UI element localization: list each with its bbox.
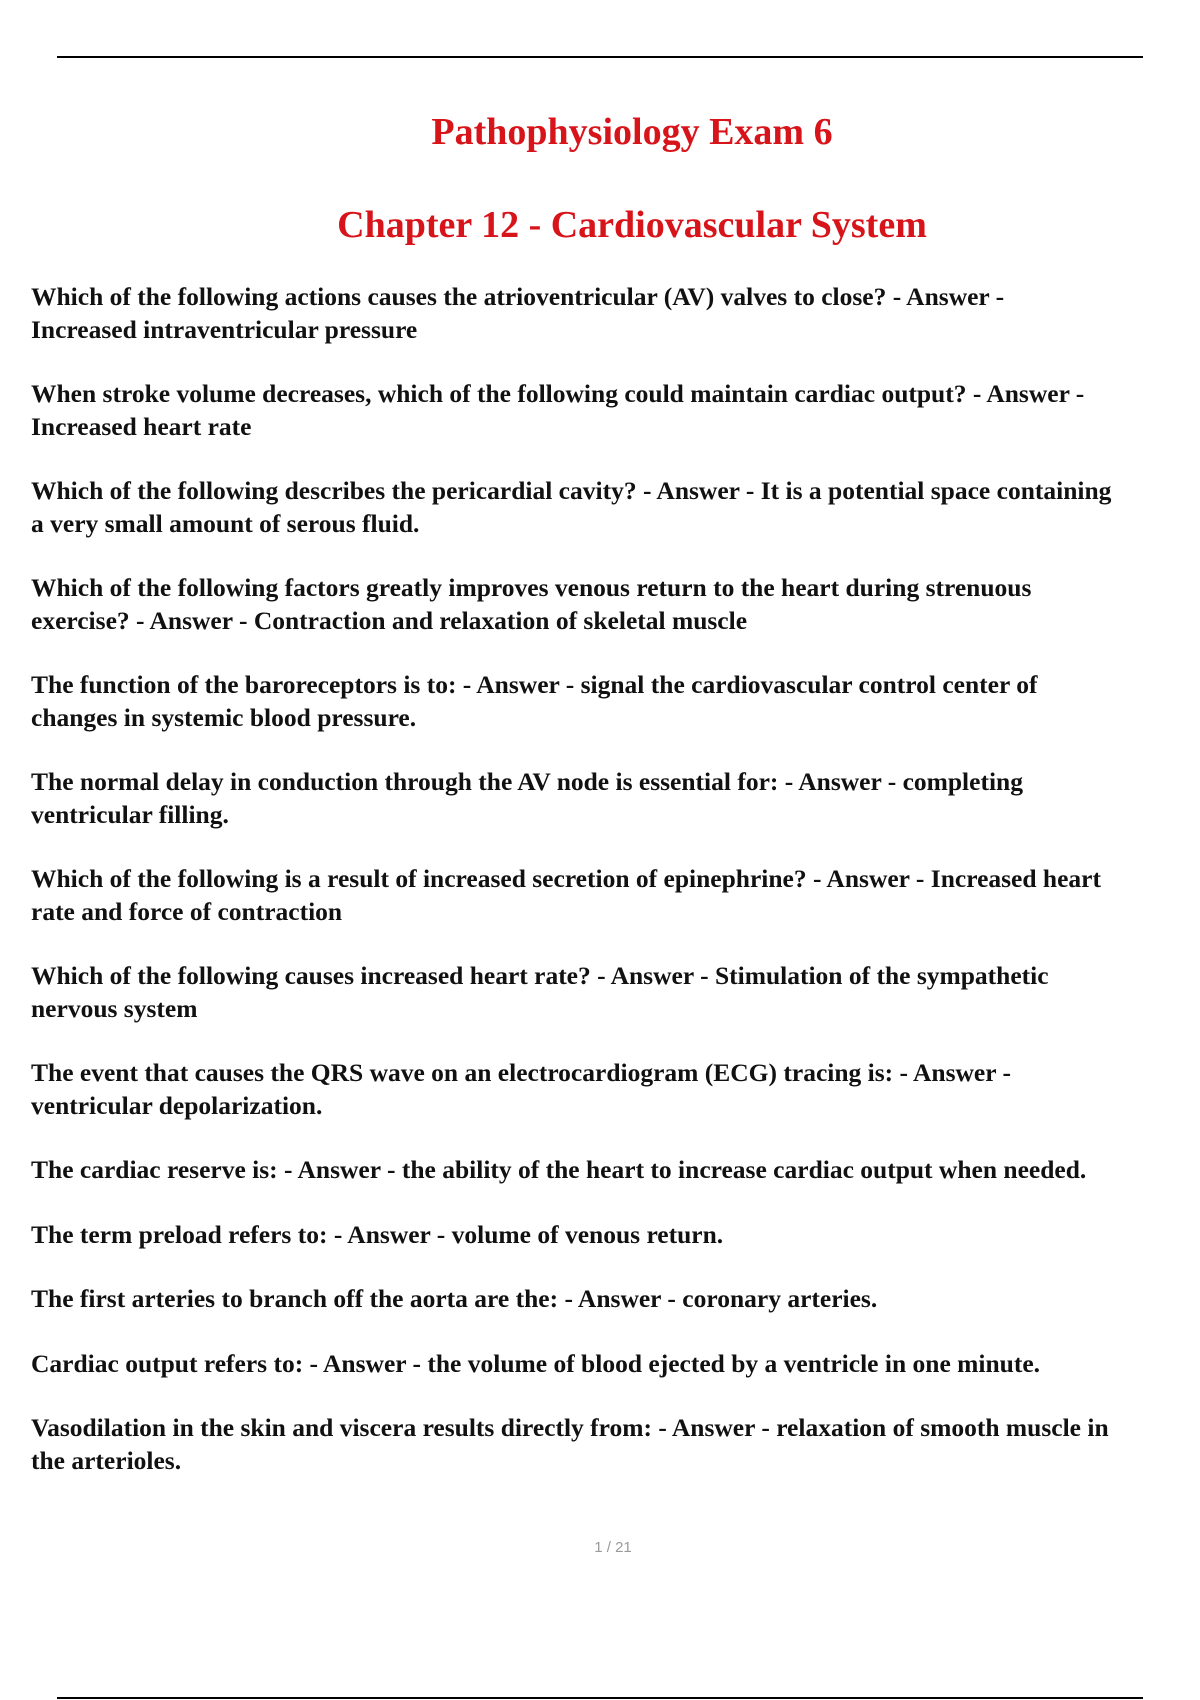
bottom-divider bbox=[57, 1697, 1143, 1699]
qa-item bbox=[31, 766, 1200, 831]
qa-line: ventricular depolarization. bbox=[31, 1090, 323, 1120]
qa-line: Which of the following is a result of increased secretion of epinephrine? - Answer - Increased heart bbox=[31, 864, 1101, 893]
qa-item bbox=[31, 1348, 1200, 1381]
qa-line: exercise? - Answer - Contraction and relaxation of skeletal muscle bbox=[31, 605, 748, 635]
qa-line: The term preload refers to: - Answer - volume of venous return. bbox=[31, 1219, 724, 1249]
qa-item bbox=[31, 1057, 1200, 1122]
qa-line: changes in systemic blood pressure. bbox=[31, 702, 417, 732]
top-divider bbox=[57, 56, 1143, 58]
qa-line: Increased intraventricular pressure bbox=[31, 314, 418, 344]
qa-item bbox=[31, 1283, 1200, 1316]
qa-item bbox=[31, 378, 1200, 443]
qa-item bbox=[31, 863, 1200, 928]
qa-line: The function of the baroreceptors is to: - Answer - signal the cardiovascular control center of bbox=[31, 670, 1038, 699]
qa-line: Vasodilation in the skin and viscera results directly from: - Answer - relaxation of smooth muscle in bbox=[31, 1413, 1109, 1442]
qa-line: The event that causes the QRS wave on an electrocardiogram (ECG) tracing is: - Answer - bbox=[31, 1058, 1011, 1087]
qa-line: Cardiac output refers to: - Answer - the volume of blood ejected by a ventricle in one minute. bbox=[31, 1348, 1041, 1378]
qa-line: Which of the following actions causes the atrioventricular (AV) valves to close? - Answer - bbox=[31, 282, 1005, 311]
chapter-heading: Chapter 12 - Cardiovascular System bbox=[337, 204, 927, 246]
qa-line: Which of the following describes the pericardial cavity? - Answer - It is a potential space containing bbox=[31, 476, 1112, 505]
qa-line: The first arteries to branch off the aorta are the: - Answer - coronary arteries. bbox=[31, 1284, 878, 1313]
qa-line: When stroke volume decreases, which of the following could maintain cardiac output? - Answer - bbox=[31, 379, 1085, 408]
qa-item bbox=[31, 1154, 1200, 1187]
qa-item bbox=[31, 1412, 1200, 1477]
qa-item bbox=[31, 1219, 1200, 1252]
qa-line: Which of the following factors greatly improves venous return to the heart during strenuous bbox=[31, 573, 1032, 602]
qa-item bbox=[31, 669, 1200, 734]
qa-item bbox=[31, 572, 1200, 637]
qa-line: The normal delay in conduction through the AV node is essential for: - Answer - completing bbox=[31, 767, 1023, 796]
page-number: 1 / 21 bbox=[594, 1539, 632, 1556]
qa-line: a very small amount of serous fluid. bbox=[31, 508, 420, 538]
qa-list bbox=[31, 281, 1200, 1477]
qa-line: nervous system bbox=[31, 993, 198, 1023]
qa-line: Increased heart rate bbox=[31, 411, 252, 441]
qa-item bbox=[31, 960, 1200, 1025]
qa-line: The cardiac reserve is: - Answer - the ability of the heart to increase cardiac output when needed. bbox=[31, 1155, 1087, 1184]
qa-line: rate and force of contraction bbox=[31, 896, 343, 926]
qa-line: ventricular filling. bbox=[31, 799, 229, 829]
qa-item bbox=[31, 475, 1200, 540]
qa-line: Which of the following causes increased heart rate? - Answer - Stimulation of the sympathetic bbox=[31, 961, 1049, 990]
document-title: Pathophysiology Exam 6 bbox=[431, 111, 833, 153]
qa-item bbox=[31, 281, 1200, 346]
qa-line: the arterioles. bbox=[31, 1445, 182, 1475]
